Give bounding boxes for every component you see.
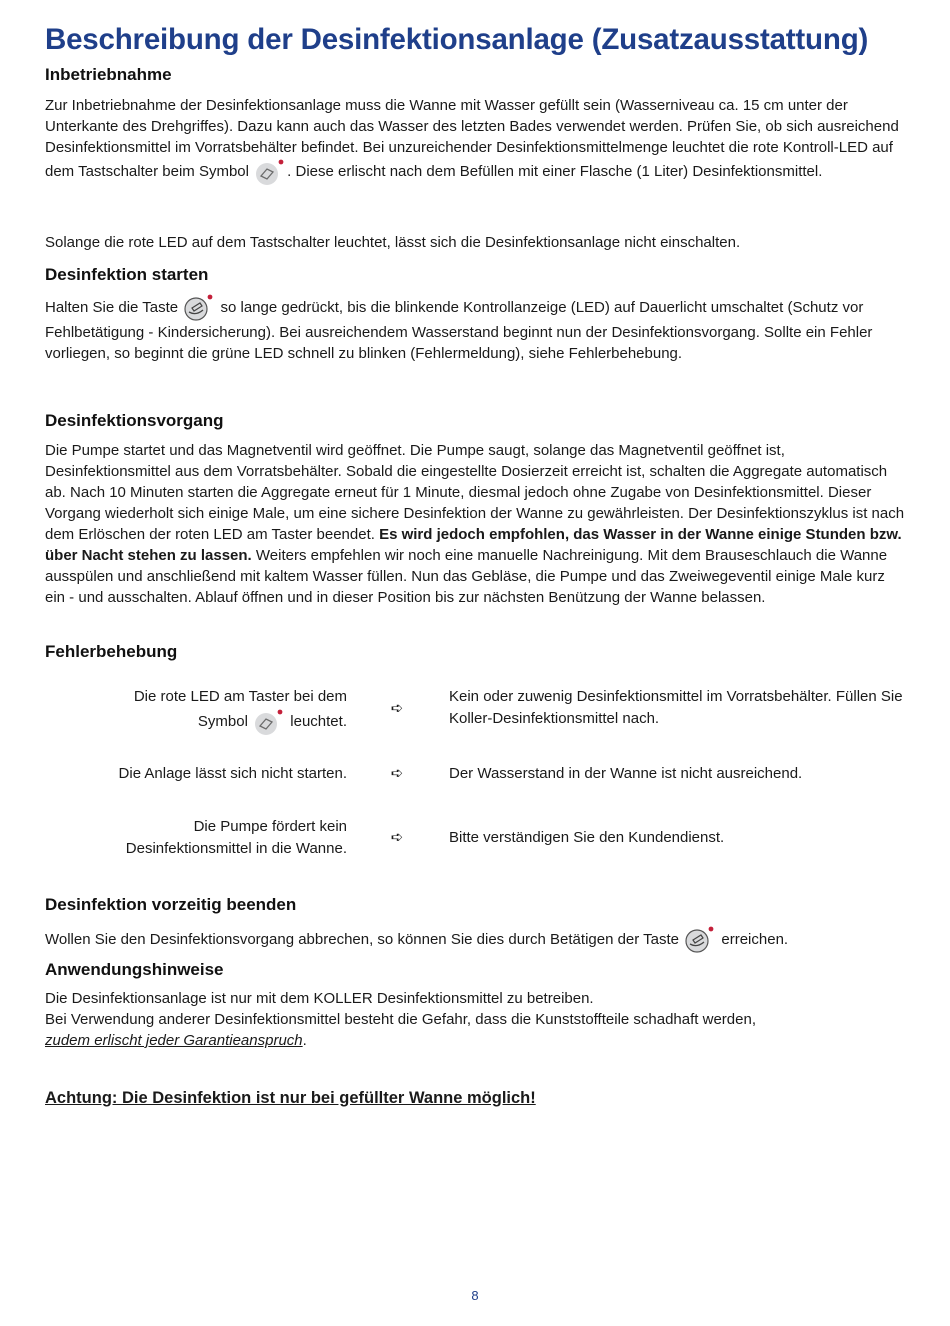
fault-cause [47,686,347,736]
text-segment: so lange gedrückt, bis die blinkende Kontrollanzeige (LED) auf Dauerlicht umschaltet (Schutz vor Fehlbetätigung - Kindersicherung). Bei ausreichendem Wasserstand beginnt nun der Desinfektionsvorgang. Sollte ein Fehler vorliegen, so beginnt die grüne LED schnell zu blinken (Fehlermeldung), siehe Fehlerbehebung. [45,298,873,362]
disinfection-button-icon [683,926,717,954]
heading-inbetriebnahme: Inbetriebnahme [45,65,172,84]
warning-notice: Achtung: Die Desinfektion ist nur bei gefüllter Wanne möglich! [45,1089,536,1107]
document-page [45,18,907,1107]
arrow-icon: ➪ [390,700,404,717]
text-segment: erreichen. [721,930,789,948]
text-segment: Die Desinfektionsanlage ist nur mit dem KOLLER Desinfektionsmittel zu betreiben. [45,990,594,1007]
paragraph-inbetriebnahme [45,95,907,186]
text-segment: Wollen Sie den Desinfektionsvorgang abbrechen, so können Sie dies durch Betätigen der Taste [45,930,680,948]
paragraph-led-note: Solange die rote LED auf dem Tastschalter leuchtet, lässt sich die Desinfektionsanlage nicht einschalten. [45,234,741,251]
heading-anwendungshinweise: Anwendungshinweise [45,960,224,979]
fault-fix: Kein oder zuwenig Desinfektionsmittel im Vorratsbehälter. Füllen Sie Koller-Desinfektionsmittel nach. [449,688,903,727]
heading-desinfektionsvorgang: Desinfektionsvorgang [45,411,224,430]
text-segment: Bei Verwendung anderer Desinfektionsmittel besteht die Gefahr, dass die Kunststoffteile schadhaft werden, [45,1011,756,1028]
refill-symbol-icon [253,158,287,186]
text-segment: Die Pumpe startet und das Magnetventil wird geöffnet. Die Pumpe saugt, solange das Magnetventil geöffnet ist, Desinfektionsmittel aus dem Vorratsbehälter. Sobald die eingestellte Dosierzeit erreicht ist, schalten die Aggregate automatisch ab. Nach 10 Minuten starten die Aggregate erneut für 1 Minute, diesmal jedoch ohne Zugabe von Desinfektionsmittel. Dieser Vorgang wiederholt sich einige Male, um eine sichere Desinfektion der Wanne zu gewährleisten. Der Desinfektionszyklus ist nach dem Erlöschen der roten LED am Taster beendet. [45,442,905,543]
arrow-icon: ➪ [390,829,404,846]
text-segment: leuchtet. [290,712,347,730]
heading-desinfektion-starten: Desinfektion starten [45,265,209,284]
arrow-icon: ➪ [390,765,404,782]
paragraph-desinfektion-starten [45,294,907,364]
heading-fehlerbehebung: Fehlerbehebung [45,642,178,661]
refill-symbol-icon [252,708,286,736]
fault-fix: Der Wasserstand in der Wanne ist nicht ausreichend. [449,765,803,782]
fault-fix: Bitte verständigen Sie den Kundendienst. [449,829,725,846]
paragraph-vorzeitig-beenden [45,926,907,954]
heading-vorzeitig-beenden: Desinfektion vorzeitig beenden [45,895,297,914]
fault-cause: Die Pumpe fördert kein Desinfektionsmittel in die Wanne. [125,818,347,857]
paragraph-anwendungshinweise [45,988,907,1051]
bold-recommendation: Es wird jedoch empfohlen, das Wasser in der Wanne einige Stunden bzw. über Nacht stehen zu lassen. [45,526,902,564]
fault-row [45,816,907,860]
fault-cause: Die Anlage lässt sich nicht starten. [118,765,347,782]
text-segment: Die rote LED am Taster bei dem [133,688,347,705]
text-segment: Halten Sie die Taste [45,298,179,316]
text-segment: Weiters empfehlen wir noch eine manuelle Nachreinigung. Mit dem Brauseschlauch die Wanne ausspülen und anschließend mit kaltem Wasser füllen. Nun das Gebläse, die Pumpe und das Zweiwegeventil einige Male kurz ein - und ausschalten. Ablauf öffnen und in dieser Position bis zur nächsten Benützung der Wanne belassen. [45,547,888,606]
text-segment: Symbol [197,712,248,730]
disinfection-button-icon [182,294,216,322]
fault-row [45,763,907,787]
text-segment: . [302,1032,307,1049]
text-segment: Zur Inbetriebnahme der Desinfektionsanlage muss die Wanne mit Wasser gefüllt sein (Wasserniveau ca. 15 cm unter der Unterkante des Drehgriffes). Dazu kann auch das Wasser des letzten Bades verwendet werden. Prüfen Sie, ob sich ausreichend Desinfektionsmittel im Vorratsbehälter befindet. Bei unzureichender Desinfektionsmittelmenge leuchtet die rote Kontroll-LED auf dem Tastschalter beim Symbol [45,97,899,180]
fault-row [45,686,907,736]
text-segment: . Diese erlischt nach dem Befüllen mit einer Flasche (1 Liter) Desinfektionsmittel. [287,162,823,180]
paragraph-desinfektionsvorgang [45,440,907,608]
page-title: Beschreibung der Desinfektionsanlage (Zusatzausstattung) [45,23,869,56]
warranty-note: zudem erlischt jeder Garantieanspruch [45,1032,303,1049]
page-number: 8 [471,1288,479,1303]
